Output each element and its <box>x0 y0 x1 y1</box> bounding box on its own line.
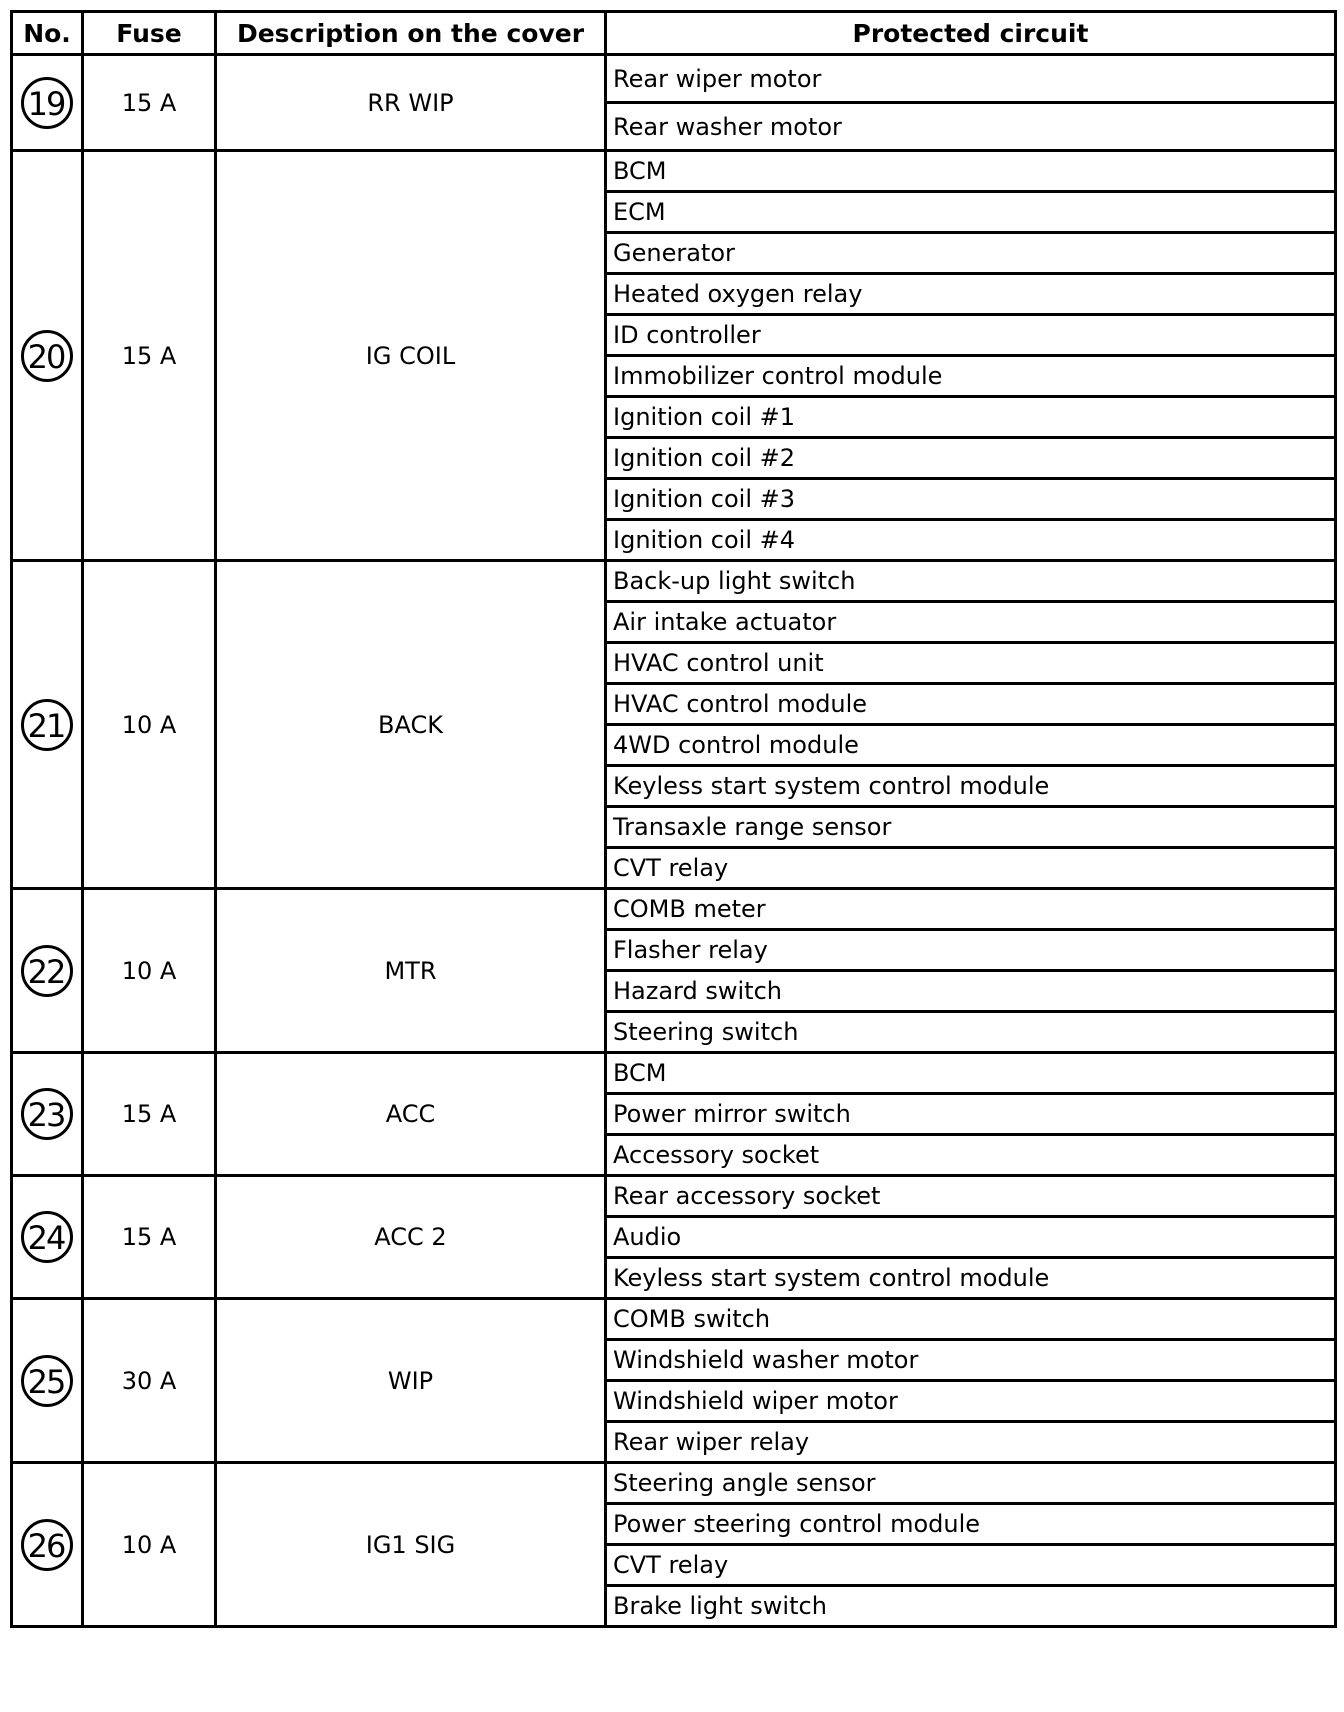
protected-circuit: CVT relay <box>606 848 1336 889</box>
protected-circuit: Keyless start system control module <box>606 1258 1336 1299</box>
protected-circuit: ECM <box>606 192 1336 233</box>
fuse-number-cell <box>12 1053 83 1176</box>
fuse-rating: 10 A <box>83 1463 216 1627</box>
header-fuse: Fuse <box>83 12 216 55</box>
protected-circuit: HVAC control unit <box>606 643 1336 684</box>
protected-circuit: Steering switch <box>606 1012 1336 1053</box>
fuse-number-cell <box>12 1299 83 1463</box>
fuse-number-cell <box>12 889 83 1053</box>
circled-number-badge <box>21 330 73 382</box>
protected-circuit: Heated oxygen relay <box>606 274 1336 315</box>
protected-circuit: Rear wiper motor <box>606 55 1336 103</box>
protected-circuit: Air intake actuator <box>606 602 1336 643</box>
protected-circuit: BCM <box>606 1053 1336 1094</box>
fuse-number: 22 <box>27 952 65 991</box>
protected-circuit: Flasher relay <box>606 930 1336 971</box>
protected-circuit: Keyless start system control module <box>606 766 1336 807</box>
fuse-number-cell <box>12 55 83 151</box>
header-no: No. <box>12 12 83 55</box>
protected-circuit: Immobilizer control module <box>606 356 1336 397</box>
circled-number-badge <box>21 1355 73 1407</box>
fuse-number-cell <box>12 1463 83 1627</box>
protected-circuit: Accessory socket <box>606 1135 1336 1176</box>
table-row <box>12 55 1336 103</box>
protected-circuit: COMB meter <box>606 889 1336 930</box>
fuse-number: 20 <box>27 337 65 376</box>
header-row <box>12 12 1336 55</box>
protected-circuit: Ignition coil #1 <box>606 397 1336 438</box>
protected-circuit: Rear wiper relay <box>606 1422 1336 1463</box>
protected-circuit: HVAC control module <box>606 684 1336 725</box>
protected-circuit: Rear accessory socket <box>606 1176 1336 1217</box>
circled-number-badge <box>21 945 73 997</box>
fuse-number: 21 <box>27 706 65 745</box>
protected-circuit: CVT relay <box>606 1545 1336 1586</box>
cover-description: MTR <box>216 889 606 1053</box>
table-row <box>12 1299 1336 1340</box>
cover-description: ACC 2 <box>216 1176 606 1299</box>
fuse-number: 26 <box>27 1526 65 1565</box>
table-row <box>12 151 1336 192</box>
table-row <box>12 889 1336 930</box>
protected-circuit: Back-up light switch <box>606 561 1336 602</box>
protected-circuit: 4WD control module <box>606 725 1336 766</box>
cover-description: IG1 SIG <box>216 1463 606 1627</box>
protected-circuit: Transaxle range sensor <box>606 807 1336 848</box>
protected-circuit: Windshield washer motor <box>606 1340 1336 1381</box>
fuse-number: 19 <box>27 84 65 123</box>
fuse-table-body <box>12 55 1336 1627</box>
cover-description: IG COIL <box>216 151 606 561</box>
protected-circuit: Ignition coil #4 <box>606 520 1336 561</box>
protected-circuit: BCM <box>606 151 1336 192</box>
protected-circuit: Power steering control module <box>606 1504 1336 1545</box>
circled-number-badge <box>21 699 73 751</box>
cover-description: RR WIP <box>216 55 606 151</box>
cover-description: WIP <box>216 1299 606 1463</box>
protected-circuit: Steering angle sensor <box>606 1463 1336 1504</box>
protected-circuit: Generator <box>606 233 1336 274</box>
fuse-rating: 10 A <box>83 561 216 889</box>
protected-circuit: Ignition coil #2 <box>606 438 1336 479</box>
header-description: Description on the cover <box>216 12 606 55</box>
protected-circuit: COMB switch <box>606 1299 1336 1340</box>
fuse-rating: 15 A <box>83 1053 216 1176</box>
fuse-rating: 10 A <box>83 889 216 1053</box>
table-row <box>12 561 1336 602</box>
circled-number-badge <box>21 1519 73 1571</box>
fuse-number-cell <box>12 151 83 561</box>
fuse-rating: 15 A <box>83 1176 216 1299</box>
table-row <box>12 1053 1336 1094</box>
cover-description: ACC <box>216 1053 606 1176</box>
circled-number-badge <box>21 1211 73 1263</box>
fuse-number: 24 <box>27 1219 65 1257</box>
header-protected-circuit: Protected circuit <box>606 12 1336 55</box>
fuse-rating: 15 A <box>83 151 216 561</box>
protected-circuit: Power mirror switch <box>606 1094 1336 1135</box>
fuse-rating: 30 A <box>83 1299 216 1463</box>
fuse-number-cell <box>12 561 83 889</box>
fuse-rating: 15 A <box>83 55 216 151</box>
protected-circuit: Rear washer motor <box>606 103 1336 151</box>
protected-circuit: Audio <box>606 1217 1336 1258</box>
circled-number-badge <box>21 1088 73 1140</box>
fuse-number-cell <box>12 1176 83 1299</box>
fuse-number: 23 <box>27 1096 65 1134</box>
protected-circuit: Windshield wiper motor <box>606 1381 1336 1422</box>
protected-circuit: Hazard switch <box>606 971 1336 1012</box>
protected-circuit: Brake light switch <box>606 1586 1336 1627</box>
fuse-number: 25 <box>27 1362 65 1401</box>
protected-circuit: Ignition coil #3 <box>606 479 1336 520</box>
protected-circuit: ID controller <box>606 315 1336 356</box>
table-row <box>12 1463 1336 1504</box>
table-row <box>12 1176 1336 1217</box>
cover-description: BACK <box>216 561 606 889</box>
fuse-table <box>10 10 1337 1628</box>
circled-number-badge <box>21 77 73 129</box>
